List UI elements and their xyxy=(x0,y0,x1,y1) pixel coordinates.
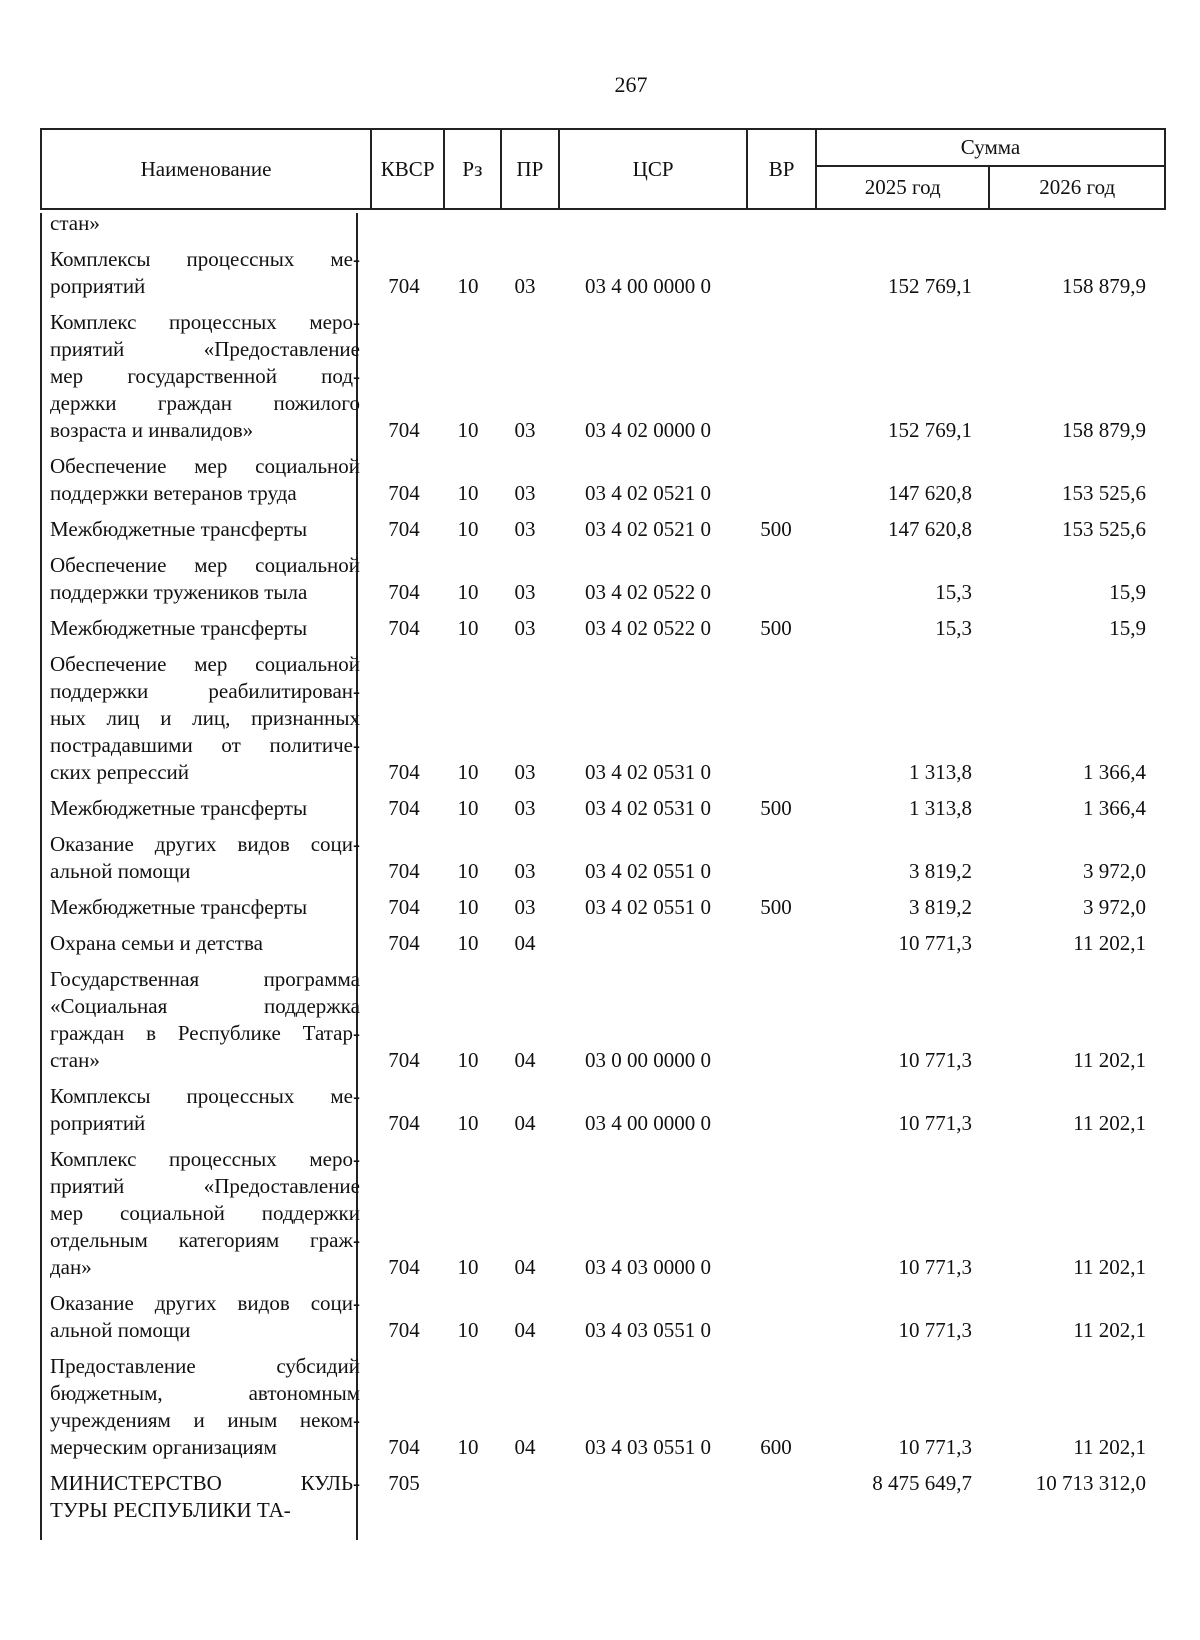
row-name-line: Государственная программа xyxy=(50,967,360,991)
row-vr: 500 xyxy=(760,895,792,919)
row-kvsr: 704 xyxy=(388,517,420,541)
row-sum-2026: 15,9 xyxy=(1109,616,1146,640)
table-header xyxy=(40,128,1166,210)
row-name-line: Межбюджетные трансферты xyxy=(50,517,308,541)
row-sum-2026: 11 202,1 xyxy=(1073,1318,1146,1342)
row-name-line: Обеспечение мер социальной xyxy=(50,454,360,478)
row-name-line: Охрана семьи и детства xyxy=(50,931,263,955)
header-pr: ПР xyxy=(501,129,559,209)
row-sum-2025: 8 475 649,7 xyxy=(872,1471,972,1495)
row-name-line: роприятий xyxy=(50,274,146,298)
row-name-line: ских репрессий xyxy=(50,760,190,784)
row-sum-2025: 10 771,3 xyxy=(898,1048,972,1072)
row-kvsr: 704 xyxy=(388,274,420,298)
row-name-line: Обеспечение мер социальной xyxy=(50,652,360,676)
row-name-line: граждан в Республике Татар- xyxy=(50,1021,360,1045)
row-name xyxy=(40,309,368,444)
row-sum-2026: 3 972,0 xyxy=(1083,895,1146,919)
row-rz: 10 xyxy=(457,931,479,955)
row-kvsr: 704 xyxy=(388,1435,420,1459)
row-name xyxy=(40,552,368,606)
row-rz: 10 xyxy=(457,1255,479,1279)
row-sum-2025: 10 771,3 xyxy=(898,1255,972,1279)
row-name xyxy=(40,1353,368,1461)
row-name xyxy=(40,246,368,300)
row-sum-2026: 11 202,1 xyxy=(1073,931,1146,955)
row-name xyxy=(40,651,368,786)
table-row xyxy=(40,1470,1166,1524)
table-row xyxy=(40,1083,1166,1137)
row-kvsr: 704 xyxy=(388,1111,420,1135)
row-name-line: держки граждан пожилого xyxy=(50,391,360,415)
row-pr: 04 xyxy=(514,1255,536,1279)
row-name-line: поддержки тружеников тыла xyxy=(50,580,308,604)
row-name-line: Комплексы процессных ме- xyxy=(50,1084,360,1108)
row-sum-2026: 11 202,1 xyxy=(1073,1111,1146,1135)
row-sum-2026: 153 525,6 xyxy=(1062,517,1146,541)
row-name-line: Предоставление субсидий xyxy=(50,1354,360,1378)
row-kvsr: 704 xyxy=(388,616,420,640)
row-name-line: «Социальная поддержка xyxy=(50,994,360,1018)
row-name-line: Обеспечение мер социальной xyxy=(50,553,360,577)
row-csr: 03 4 02 0521 0 xyxy=(585,517,711,541)
row-rz: 10 xyxy=(457,580,479,604)
row-name-line: отдельным категориям граж- xyxy=(50,1228,360,1252)
table-row xyxy=(40,246,1166,300)
row-kvsr: 704 xyxy=(388,931,420,955)
row-name-line: поддержки ветеранов труда xyxy=(50,481,297,505)
table-row xyxy=(40,615,1166,642)
row-name-line: мер социальной поддержки xyxy=(50,1201,360,1225)
row-kvsr: 705 xyxy=(388,1471,420,1495)
row-pr: 03 xyxy=(514,895,536,919)
row-csr: 03 4 02 0551 0 xyxy=(585,859,711,883)
row-name-line: Межбюджетные трансферты xyxy=(50,616,308,640)
row-pr: 03 xyxy=(514,760,536,784)
row-csr: 03 4 02 0522 0 xyxy=(585,580,711,604)
row-vr: 500 xyxy=(760,517,792,541)
row-csr: 03 4 00 0000 0 xyxy=(585,1111,711,1135)
row-sum-2025: 152 769,1 xyxy=(888,274,972,298)
row-rz: 10 xyxy=(457,481,479,505)
header-csr: ЦСР xyxy=(559,129,747,209)
row-sum-2026: 3 972,0 xyxy=(1083,859,1146,883)
header-year-2025: 2025 год xyxy=(816,166,989,209)
row-rz: 10 xyxy=(457,760,479,784)
row-kvsr: 704 xyxy=(388,1318,420,1342)
row-name xyxy=(40,795,368,822)
row-pr: 03 xyxy=(514,517,536,541)
row-name xyxy=(40,1083,368,1137)
row-csr: 03 0 00 0000 0 xyxy=(585,1048,711,1072)
row-name-line: альной помощи xyxy=(50,859,191,883)
row-csr: 03 4 02 0522 0 xyxy=(585,616,711,640)
row-name xyxy=(40,210,368,237)
row-sum-2026: 10 713 312,0 xyxy=(1035,1471,1146,1495)
row-sum-2026: 153 525,6 xyxy=(1062,481,1146,505)
row-vr: 600 xyxy=(760,1435,792,1459)
table-row xyxy=(40,930,1166,957)
row-rz: 10 xyxy=(457,616,479,640)
row-kvsr: 704 xyxy=(388,418,420,442)
row-name-line: альной помощи xyxy=(50,1318,191,1342)
row-name-line: Межбюджетные трансферты xyxy=(50,895,308,919)
row-vr: 500 xyxy=(760,796,792,820)
row-sum-2025: 147 620,8 xyxy=(888,481,972,505)
row-name-line: дан» xyxy=(50,1255,92,1279)
row-sum-2025: 1 313,8 xyxy=(909,760,972,784)
row-name-line: учреждениям и иным неком- xyxy=(50,1408,360,1432)
row-sum-2025: 10 771,3 xyxy=(898,1435,972,1459)
table-row xyxy=(40,966,1166,1074)
row-name xyxy=(40,930,368,957)
row-name-line: Оказание других видов соци- xyxy=(50,832,360,856)
row-name-line: роприятий xyxy=(50,1111,146,1135)
row-name-line: МИНИСТЕРСТВО КУЛЬ- xyxy=(50,1471,360,1495)
row-sum-2025: 10 771,3 xyxy=(898,931,972,955)
row-sum-2026: 158 879,9 xyxy=(1062,274,1146,298)
row-name-line: ных лиц и лиц, признанных xyxy=(50,706,360,730)
row-rz: 10 xyxy=(457,859,479,883)
row-rz: 10 xyxy=(457,796,479,820)
row-name xyxy=(40,1470,368,1524)
header-name: Наименование xyxy=(41,129,371,209)
table-row xyxy=(40,552,1166,606)
row-kvsr: 704 xyxy=(388,580,420,604)
row-csr: 03 4 03 0551 0 xyxy=(585,1435,711,1459)
row-kvsr: 704 xyxy=(388,1048,420,1072)
row-rz: 10 xyxy=(457,895,479,919)
row-name xyxy=(40,615,368,642)
row-pr: 03 xyxy=(514,616,536,640)
row-csr: 03 4 02 0551 0 xyxy=(585,895,711,919)
header-year-2026: 2026 год xyxy=(989,166,1165,209)
row-sum-2025: 147 620,8 xyxy=(888,517,972,541)
row-name xyxy=(40,1290,368,1344)
row-sum-2025: 10 771,3 xyxy=(898,1111,972,1135)
row-csr: 03 4 02 0531 0 xyxy=(585,796,711,820)
row-rz: 10 xyxy=(457,1048,479,1072)
row-pr: 03 xyxy=(514,274,536,298)
header-kvsr: КВСР xyxy=(371,129,444,209)
row-rz: 10 xyxy=(457,1318,479,1342)
row-pr: 04 xyxy=(514,1048,536,1072)
row-name-line: ТУРЫ РЕСПУБЛИКИ ТА- xyxy=(50,1498,291,1522)
row-name-line: мер государственной под- xyxy=(50,364,360,388)
row-name xyxy=(40,1146,368,1281)
row-sum-2026: 11 202,1 xyxy=(1073,1048,1146,1072)
header-sum: Сумма xyxy=(816,129,1165,166)
row-sum-2025: 10 771,3 xyxy=(898,1318,972,1342)
row-rz: 10 xyxy=(457,274,479,298)
row-kvsr: 704 xyxy=(388,760,420,784)
row-name xyxy=(40,966,368,1074)
table-row xyxy=(40,453,1166,507)
row-pr: 04 xyxy=(514,1435,536,1459)
table-row xyxy=(40,795,1166,822)
row-name-line: поддержки реабилитирован- xyxy=(50,679,360,703)
table-row xyxy=(40,516,1166,543)
row-name xyxy=(40,831,368,885)
row-pr: 04 xyxy=(514,1111,536,1135)
row-name xyxy=(40,453,368,507)
row-kvsr: 704 xyxy=(388,481,420,505)
row-kvsr: 704 xyxy=(388,1255,420,1279)
row-csr: 03 4 02 0000 0 xyxy=(585,418,711,442)
row-pr: 03 xyxy=(514,580,536,604)
row-name xyxy=(40,894,368,921)
row-rz: 10 xyxy=(457,1435,479,1459)
table-row xyxy=(40,651,1166,786)
table-row xyxy=(40,831,1166,885)
row-name-line: Комплекс процессных меро- xyxy=(50,1147,360,1171)
row-rz: 10 xyxy=(457,418,479,442)
row-sum-2025: 15,3 xyxy=(935,616,972,640)
row-name-line: бюджетным, автономным xyxy=(50,1381,360,1405)
row-pr: 03 xyxy=(514,418,536,442)
row-pr: 03 xyxy=(514,859,536,883)
table-body xyxy=(40,210,1166,1533)
row-vr: 500 xyxy=(760,616,792,640)
row-csr: 03 4 02 0521 0 xyxy=(585,481,711,505)
row-sum-2026: 15,9 xyxy=(1109,580,1146,604)
table-row xyxy=(40,210,1166,237)
row-sum-2026: 11 202,1 xyxy=(1073,1435,1146,1459)
row-sum-2025: 152 769,1 xyxy=(888,418,972,442)
row-csr: 03 4 00 0000 0 xyxy=(585,274,711,298)
row-rz: 10 xyxy=(457,517,479,541)
page-number: 267 xyxy=(614,72,648,97)
row-csr: 03 4 03 0000 0 xyxy=(585,1255,711,1279)
row-pr: 03 xyxy=(514,481,536,505)
row-sum-2025: 3 819,2 xyxy=(909,895,972,919)
row-sum-2026: 158 879,9 xyxy=(1062,418,1146,442)
row-csr: 03 4 03 0551 0 xyxy=(585,1318,711,1342)
row-kvsr: 704 xyxy=(388,859,420,883)
table-row xyxy=(40,309,1166,444)
row-name-line: стан» xyxy=(50,1048,100,1072)
row-name-line: Комплекс процессных меро- xyxy=(50,310,360,334)
row-name-line: возраста и инвалидов» xyxy=(50,418,254,442)
row-name-line: стан» xyxy=(50,211,100,235)
row-pr: 03 xyxy=(514,796,536,820)
header-vr: ВР xyxy=(747,129,816,209)
row-name-line: Межбюджетные трансферты xyxy=(50,796,308,820)
row-name-line: пострадавшими от политиче- xyxy=(50,733,360,757)
row-sum-2026: 1 366,4 xyxy=(1083,796,1146,820)
row-sum-2025: 3 819,2 xyxy=(909,859,972,883)
row-pr: 04 xyxy=(514,1318,536,1342)
row-name-line: Оказание других видов соци- xyxy=(50,1291,360,1315)
row-kvsr: 704 xyxy=(388,895,420,919)
row-name-line: мерческим организациям xyxy=(50,1435,277,1459)
table-row xyxy=(40,1290,1166,1344)
row-name xyxy=(40,516,368,543)
row-name-line: приятий «Предоставление xyxy=(50,337,360,361)
row-sum-2026: 11 202,1 xyxy=(1073,1255,1146,1279)
row-sum-2026: 1 366,4 xyxy=(1083,760,1146,784)
table-row xyxy=(40,894,1166,921)
row-sum-2025: 15,3 xyxy=(935,580,972,604)
row-csr: 03 4 02 0531 0 xyxy=(585,760,711,784)
table-row xyxy=(40,1353,1166,1461)
row-name-line: Комплексы процессных ме- xyxy=(50,247,360,271)
row-kvsr: 704 xyxy=(388,796,420,820)
table-row xyxy=(40,1146,1166,1281)
row-name-line: приятий «Предоставление xyxy=(50,1174,360,1198)
header-rz: Рз xyxy=(444,129,500,209)
row-rz: 10 xyxy=(457,1111,479,1135)
row-pr: 04 xyxy=(514,931,536,955)
row-sum-2025: 1 313,8 xyxy=(909,796,972,820)
